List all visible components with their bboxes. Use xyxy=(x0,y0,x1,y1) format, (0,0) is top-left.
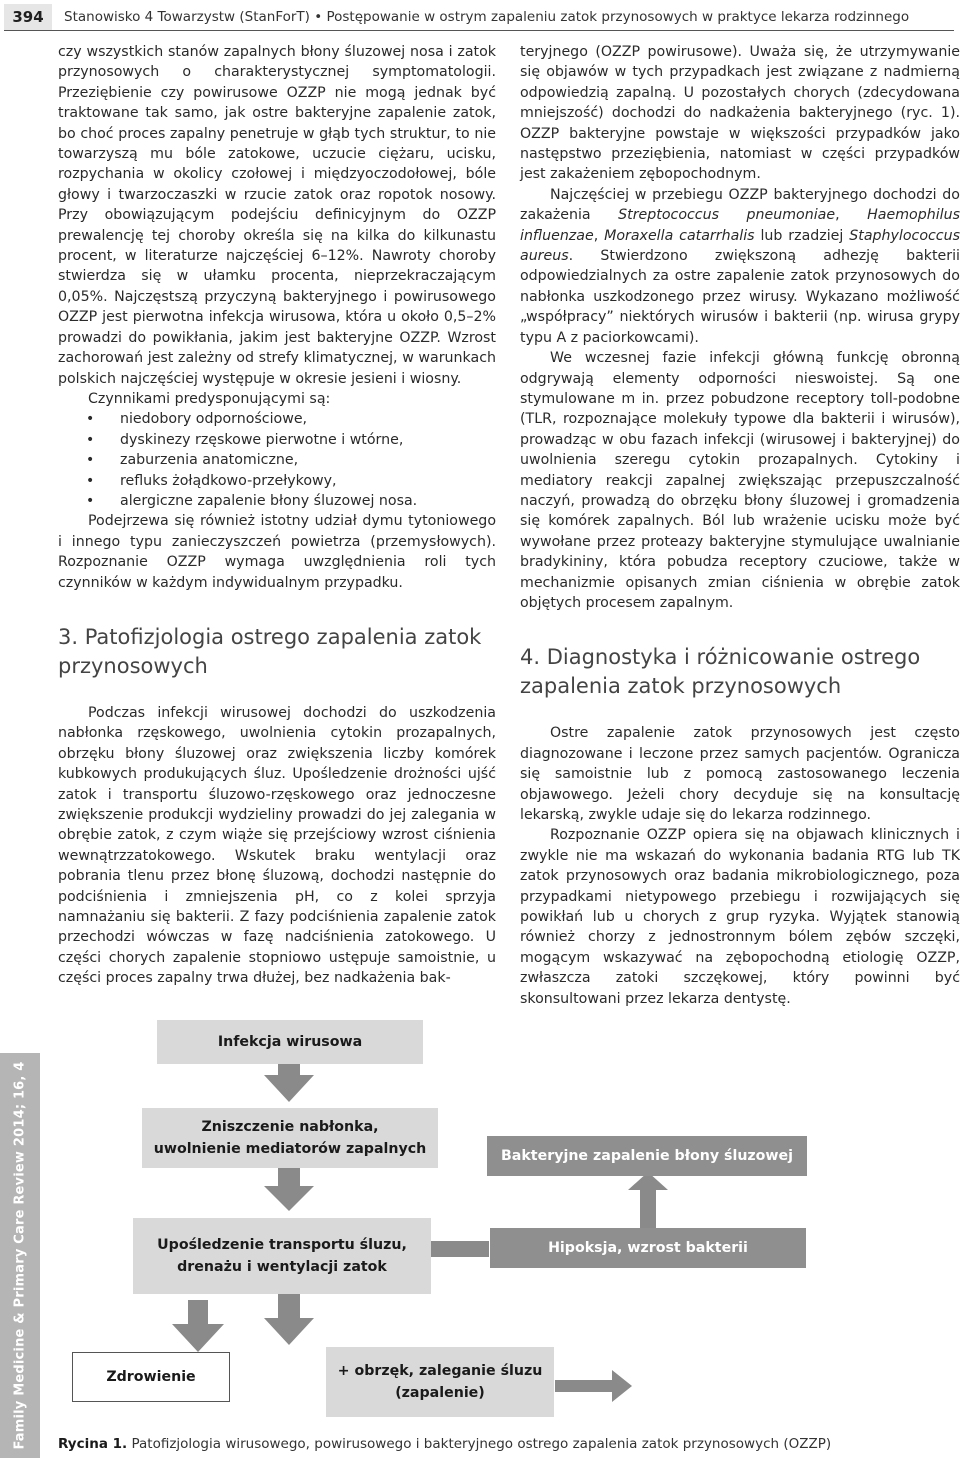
page-number: 394 xyxy=(4,4,52,30)
box-label: Upośledzenie transportu śluzu, xyxy=(157,1237,407,1253)
species-name: Staphylococcus aureus xyxy=(520,227,960,265)
text-run: , xyxy=(835,207,868,224)
figure-caption xyxy=(58,1436,938,1452)
box-mucus-transport-impairment xyxy=(133,1218,431,1294)
list-item: • dyskinezy rzęskowe pierwotne i wtórne, xyxy=(58,430,496,450)
box-recovery xyxy=(72,1352,230,1402)
paragraph: teryjnego (OZZP powirusowe). Uważa się, że utrzymywanie się objawów w tych przypadkach jest związane z nadmierną odpowiedzią zapalną. U pozostałych chorych (zdecydowana mniejszość) dochodzi do nadkażenia bakteryjnego (ryc. 1). OZZP bakteryjne powstaje w większości przypadków jako następstwo przeziębienia, natomiast w części przypadków jest zakażeniem zębopochodnym. xyxy=(520,44,960,183)
box-label: Hipoksja, wzrost bakterii xyxy=(548,1240,748,1256)
box-viral-infection xyxy=(157,1020,423,1064)
paragraph: Czynnikami predysponującymi są: xyxy=(88,390,331,407)
section-heading: 4. Diagnostyka i różnicowanie ostrego zapalenia zatok przynosowych xyxy=(520,645,921,699)
list-item: • refluks żołądkowo-przełykowy, xyxy=(58,471,496,491)
paragraph: czy wszystkich stanów zapalnych błony śluzowej nosa i zatok przynosowych o charakterystycznej symptomatologii. Przeziębienie czy powirusowe OZZP nie mogą jednak być traktowane tak samo, jak ostre bakteryjne zapalenie zatok, bo choć proces zapalny penetruje w głąb tych struktur, to nie towarzyszą mu bóle zatokowe, uczucie ciężaru, ucisku, rozpychania w okolicy czołowej i międzyoczodołowej, bóle głowy i twarzoczaszki w rzucie zatok oraz ropotok nosowy. Przy obowiązującym podejściu definicyjnym do OZZP prewalencję tej choroby określa się na kilka do kilkunastu procent, w literaturze najczęściej 6–12%. Nawroty choroby stwierdza się w ułamku procenta, nieprzekraczającym 0,05%. Najczęstszą przyczyną bakteryjnego i powirusowego OZZP jest pierwotna infekcja wirusowa, która u około 0,5–2% prowadzi do powikłania, jakim jest bakteryjne OZZP. Wzrost zachorowań jest zależny od strefy klimatycznej, w warunkach polskich najczęściej występuje w okresie jesieni i wiosny. xyxy=(58,44,496,387)
list-item: • alergiczne zapalenie błony śluzowej nosa. xyxy=(58,491,496,511)
box-label: Zniszczenie nabłonka, xyxy=(201,1119,379,1135)
arrow-down xyxy=(264,1164,314,1211)
paragraph: Ostre zapalenie zatok przynosowych jest często diagnozowane i leczone przez samych pacjentów. Ogranicza się samoistnie lub z pomocą zastosowanego leczenia objawowego. Jeżeli chory decyduje się na konsultację lekarską, zwykle udaje się do lekarza rodzinnego. xyxy=(520,725,960,823)
journal-citation: Family Medicine & Primary Care Review 2014; 16, 4 xyxy=(12,1061,28,1450)
box-label: uwolnienie mediatorów zapalnych xyxy=(153,1141,427,1157)
text-run: lub rzadziej xyxy=(754,227,850,244)
paragraph: We wczesnej fazie infekcji główną funkcję obronną odgrywają elementy odporności nieswoistej. Są one stymulowane m in. przez pobudzone receptory toll-podobne (TLR, rozpoznające molekuły typowe dla bakterii i wirusów), prowadząc w obu fazach infekcji (wirusowej i bakteryjnej) do uwolnienia szeregu cytokin prozapalnych. Cytokiny i mediatory reakcji zapalnej zwiększając przepuszczalność naczyń, prowadzą do obrzęku błony śluzowej i gromadzenia się komórek zapalnych. Ból lub wrażenie ucisku może być wywołane przez proteazy bakteryjne stymulujące uwalnianie bradykininy, która pobudza receptory czuciowe, także w mechanizmie opisanych zmian ciśnienia w obrębie zatok objętych procesem zapalnym. xyxy=(520,350,960,611)
species-name: Haemophilus influenzae xyxy=(520,207,960,244)
text-run: . Stwierdzono zwiększoną adhezję bakterii odpowiedzialnych za ostre zapalenie zatok przynosowych do nabłonka uszkodzonego przez wirusy. Wykazano możliwość „współpracy” niektórych wirusów i bakterii (np. wirusa grypy typu A z paciorkowcami). xyxy=(520,248,960,346)
list-item: • zaburzenia anatomiczne, xyxy=(58,450,496,470)
box-edema-inflammation xyxy=(326,1347,554,1417)
paragraph: Rozpoznanie OZZP opiera się na objawach klinicznych i zwykle nie ma wskazań do wykonania badania RTG lub TK zatok przynosowych oraz badania mikrobiologicznego, poza przypadkami nietypowego przebiegu i rozwijających się powikłań lub u chorych z grup ryzyka. Wyjątek stanowią również chorzy z jednostronnym bólem zębów szczęki, mogącym wskazywać na zębopochodną etiologię OZZP, zwłaszcza zatoki szczękowej, który powinni być skonsultowani przez lekarza dentystę. xyxy=(520,827,960,1007)
species-name: Moraxella catarrhalis xyxy=(604,227,755,244)
caption-text: Patofizjologia wirusowego, powirusowego i bakteryjnego ostrego zapalenia zatok przynosowych (OZZP) xyxy=(127,1436,832,1452)
list-item: • niedobory odpornościowe, xyxy=(58,409,496,429)
section-heading: 3. Patofizjologia ostrego zapalenia zatok przynosowych xyxy=(58,624,482,678)
box-label: Zdrowienie xyxy=(106,1369,196,1385)
box-bacterial-inflammation xyxy=(487,1136,807,1176)
text-run: , xyxy=(593,227,605,244)
text-run: Najczęściej w przebiegu OZZP bakteryjnego dochodzi do zakażenia xyxy=(520,186,960,224)
arrow-down-left xyxy=(172,1300,224,1352)
figure-label: Rycina 1. xyxy=(58,1436,128,1452)
paragraph: Podejrzewa się również istotny udział dymu tytoniowego i innego typu zanieczyszczeń powietrza (przemysłowych). Rozpoznanie OZZP wymaga uwzględnienia roli tych czynników w każdym indywidualnym przypadku. xyxy=(58,513,496,591)
box-hypoxia xyxy=(490,1228,806,1268)
species-name: Streptococcus pneumoniae xyxy=(618,207,836,224)
paragraph: Podczas infekcji wirusowej dochodzi do uszkodzenia nabłonka rzęskowego, uwolnienia cytokin prozapalnych, obrzęku błony śluzowej oraz zwiększenia liczby komórek kubkowych produkujących śluz. Upośledzenie drożności ujść zatok i transportu śluzowo-rzęskowego oraz jednoczesne zwiększenie produkcji wydzieliny prowadzi do jej zalegania w obrębie zatok, z czym wiąże się przejściowy wzrost ciśnienia wewnątrzzatokowego. Wskutek braku wentylacji oraz pobrania tlenu przez błonę śluzową, dochodzi następnie do podciśnienia i zmniejszenia pH, co z kolei sprzyja namnażaniu się bakterii. Z fazy podciśnienia zapalenie zatok przechodzi wówczas w fazę nadciśnienia zatokowego. U części chorych zapalenie stopniowo ustępuje samoistnie, u części proces zapalny trwa dłużej, bez nadkażenia bak- xyxy=(58,704,496,987)
arrow-up xyxy=(628,1172,668,1230)
arrow-right xyxy=(555,1370,632,1402)
arrow-down xyxy=(264,1292,314,1345)
running-head: Stanowisko 4 Towarzystw (StanForT) • Postępowanie w ostrym zapaleniu zatok przynosowych w praktyce lekarza rodzinnego xyxy=(64,9,910,25)
box-label: drenażu i wentylacji zatok xyxy=(177,1259,387,1275)
box-label: Bakteryjne zapalenie błony śluzowej xyxy=(500,1148,794,1164)
box-label: Infekcja wirusowa xyxy=(217,1034,363,1050)
box-label: (zapalenie) xyxy=(395,1385,485,1401)
box-label: + obrzęk, zaleganie śluzu xyxy=(337,1363,543,1379)
box-epithelium-destruction xyxy=(142,1108,438,1168)
